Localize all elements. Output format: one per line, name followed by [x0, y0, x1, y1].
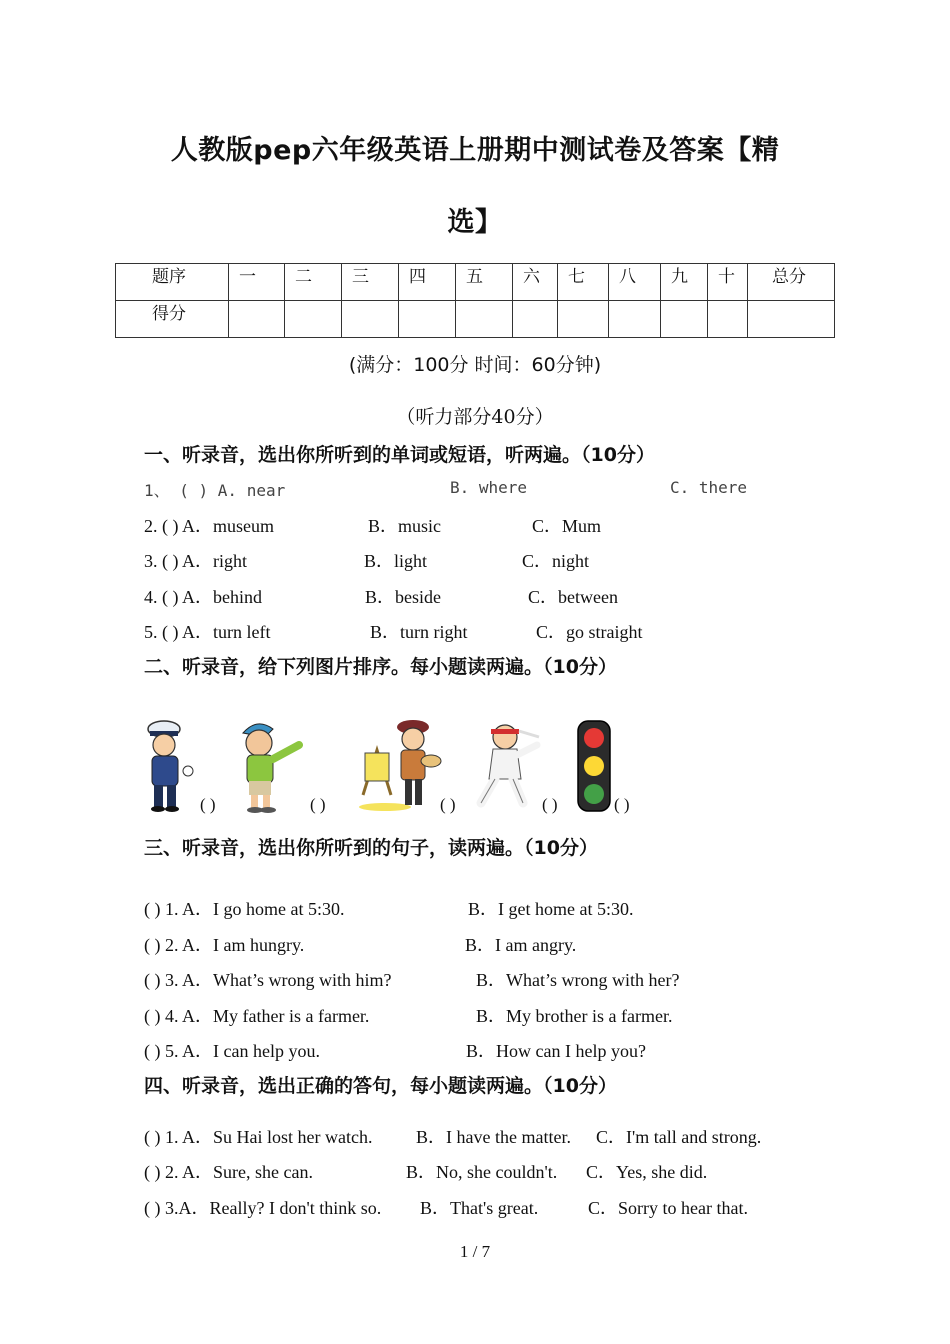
q3-option-a: 3. ( ) A．right: [144, 551, 247, 571]
policeman-picture: [148, 721, 193, 812]
score-cell: 六: [513, 264, 558, 301]
s4-q3-option-c: C．Sorry to hear that.: [588, 1198, 748, 1218]
q5-option-b: B．turn right: [370, 622, 468, 642]
score-table-header-row: [116, 264, 835, 301]
score-cell: 二: [285, 264, 342, 301]
painter-picture: [359, 720, 441, 811]
score-cell: 总分: [748, 264, 835, 301]
score-row-label: 得分: [116, 301, 229, 338]
page-title: 人教版pep六年级英语上册期中测试卷及答案【精: [170, 135, 780, 166]
s4-q2-option-b: B．No, she couldn't.: [406, 1162, 558, 1182]
s3-q1-option-a: ( ) 1. A．I go home at 5:30.: [144, 899, 345, 919]
score-blank[interactable]: [748, 301, 835, 338]
score-cell: 四: [399, 264, 456, 301]
score-time-info: (满分：100分 时间：60分钟): [348, 354, 602, 376]
order-blank-5[interactable]: ( ): [614, 795, 630, 814]
order-blank-1[interactable]: ( ): [200, 795, 216, 814]
s3-q1-option-b: B．I get home at 5:30.: [468, 899, 634, 919]
score-blank[interactable]: [342, 301, 399, 338]
s4-q1-option-a: ( ) 1. A．Su Hai lost her watch.: [144, 1127, 373, 1147]
score-blank[interactable]: [513, 301, 558, 338]
s3-q2-option-b: B．I am angry.: [465, 935, 577, 955]
s4-q2-option-c: C．Yes, she did.: [586, 1162, 708, 1182]
q5-option-c: C．go straight: [536, 622, 643, 642]
score-blank[interactable]: [558, 301, 609, 338]
score-table: [115, 263, 835, 338]
s3-q4-option-b: B．My brother is a farmer.: [476, 1006, 673, 1026]
score-cell: 题序: [116, 264, 229, 301]
karate-boy-picture: [481, 725, 539, 803]
s4-q1-option-c: C．I'm tall and strong.: [596, 1127, 762, 1147]
s4-q3-option-b: B．That's great.: [420, 1198, 539, 1218]
score-cell: 五: [456, 264, 513, 301]
q2-option-a: 2. ( ) A．museum: [144, 516, 274, 536]
s3-q5-option-b: B．How can I help you?: [466, 1041, 646, 1061]
order-blank-2[interactable]: ( ): [310, 795, 326, 814]
q1-option-a: 1、 ( ) A. near: [144, 481, 286, 500]
score-blank[interactable]: [661, 301, 708, 338]
section3-heading: 三、听录音，选出你所听到的句子，读两遍。（10分）: [144, 837, 598, 859]
score-cell: 七: [558, 264, 609, 301]
score-cell: 一: [229, 264, 285, 301]
score-blank[interactable]: [456, 301, 513, 338]
s4-q1-option-b: B．I have the matter.: [416, 1127, 571, 1147]
score-cell: 十: [708, 264, 748, 301]
s3-q5-option-a: ( ) 5. A．I can help you.: [144, 1041, 320, 1061]
q4-option-c: C．between: [528, 587, 618, 607]
page-title-continued: 选】: [447, 207, 503, 238]
s4-q2-option-a: ( ) 2. A．Sure, she can.: [144, 1162, 313, 1182]
section4-heading: 四、听录音，选出正确的答句，每小题读两遍。（10分）: [144, 1075, 617, 1097]
s3-q3-option-b: B．What’s wrong with her?: [476, 970, 680, 990]
q4-option-b: B．beside: [365, 587, 441, 607]
s4-q3-option-a: ( ) 3.A．Really? I don't think so.: [144, 1198, 382, 1218]
traffic-light-picture: [578, 721, 610, 811]
listening-part-label: （听力部分40分）: [396, 406, 554, 428]
order-blank-3[interactable]: ( ): [440, 795, 456, 814]
q4-option-a: 4. ( ) A．behind: [144, 587, 262, 607]
score-cell: 三: [342, 264, 399, 301]
s3-q3-option-a: ( ) 3. A．What’s wrong with him?: [144, 970, 392, 990]
order-blank-4[interactable]: ( ): [542, 795, 558, 814]
score-cell: 九: [661, 264, 708, 301]
score-blank[interactable]: [229, 301, 285, 338]
s3-q2-option-a: ( ) 2. A．I am hungry.: [144, 935, 305, 955]
boy-picture: [243, 724, 299, 813]
score-blank[interactable]: [285, 301, 342, 338]
q1-option-c: C. there: [670, 478, 748, 497]
score-blank[interactable]: [399, 301, 456, 338]
q1-option-b: B. where: [450, 478, 528, 497]
q5-option-a: 5. ( ) A．turn left: [144, 622, 271, 642]
q2-option-c: C．Mum: [532, 516, 602, 536]
section1-heading: 一、听录音，选出你所听到的单词或短语，听两遍。（10分）: [144, 444, 655, 466]
q2-option-b: B．music: [368, 516, 442, 536]
page-number: 1 / 7: [459, 1242, 491, 1261]
score-table-score-row: [116, 301, 835, 338]
score-blank[interactable]: [708, 301, 748, 338]
q3-option-b: B．light: [364, 551, 428, 571]
q3-option-c: C．night: [522, 551, 590, 571]
section2-heading: 二、听录音，给下列图片排序。每小题读两遍。（10分）: [144, 656, 617, 678]
score-blank[interactable]: [609, 301, 661, 338]
picture-row: [140, 715, 670, 825]
s3-q4-option-a: ( ) 4. A．My father is a farmer.: [144, 1006, 370, 1026]
score-cell: 八: [609, 264, 661, 301]
